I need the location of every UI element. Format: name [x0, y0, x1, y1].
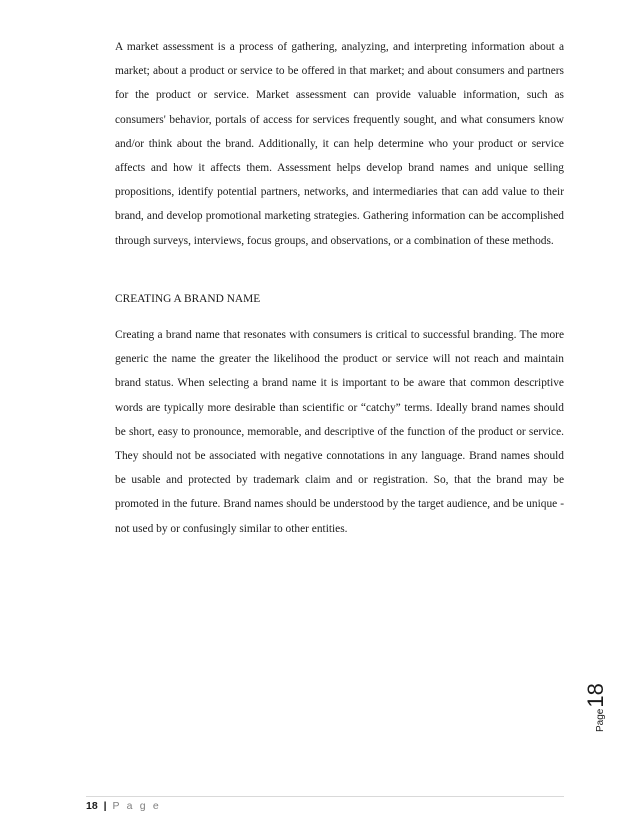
page-footer	[86, 800, 161, 812]
footer-page-number: 18	[86, 800, 98, 812]
section-heading: CREATING A BRAND NAME	[115, 293, 261, 305]
footer-separator: |	[103, 800, 107, 812]
side-page-word: Page	[595, 708, 606, 732]
footer-divider	[86, 796, 564, 797]
body-paragraph-market-assessment: A market assessment is a process of gathering, analyzing, and interpreting information about a market; about a product or service to be offered in that market; and about consumers and partners for the product or service. Market assessment can provide valuable information, such as consumers' behavior, portals of access for services frequently sought, and what consumers know and/or think about the brand. Additionally, it can help determine who your product or service affects and how it affects them. Assessment helps develop brand names and unique selling propositions, identify potential partners, networks, and intermediaries that can add value to their brand, and develop promotional marketing strategies. Gathering information can be accomplished through surveys, interviews, focus groups, and observations, or a combination of these methods.	[115, 41, 564, 247]
side-page-label	[583, 683, 609, 732]
side-page-number: 18	[583, 683, 608, 708]
body-paragraph-brand-name: Creating a brand name that resonates with consumers is critical to successful branding. The more generic the name the greater the likelihood the product or service will not reach and maintain brand status. When selecting a brand name it is important to be aware that common descriptive words are typically more desirable than scientific or “catchy” terms. Ideally brand names should be short, easy to pronounce, memorable, and descriptive of the function of the product or service. They should not be associated with negative connotations in any language. Brand names should be usable and protected by trademark claim and or registration. So, that the brand may be promoted in the future. Brand names should be understood by the target audience, and be unique - not used by or confusingly similar to other entities.	[115, 329, 564, 535]
footer-page-label: P a g e	[112, 800, 161, 812]
